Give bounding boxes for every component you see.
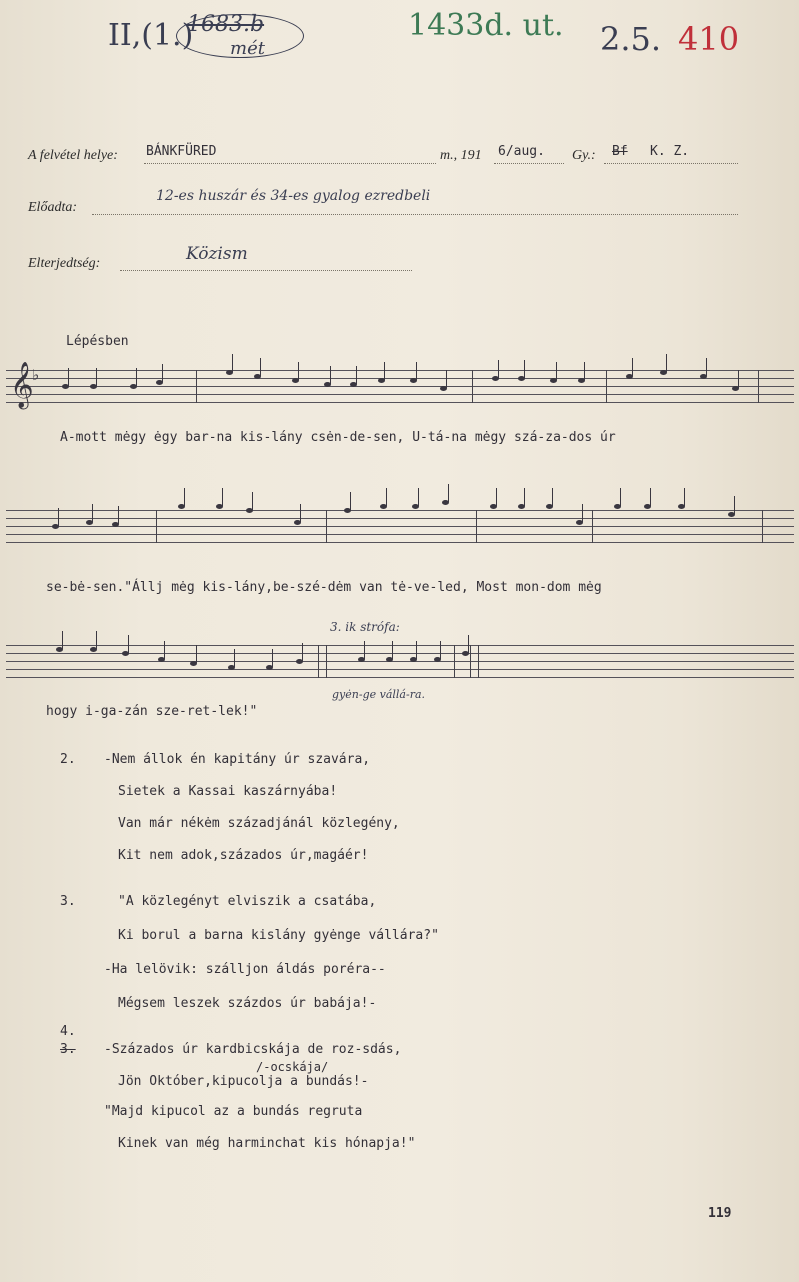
bar-line: [196, 370, 197, 403]
bar-line: [476, 510, 477, 543]
distribution-label: Elterjedtség:: [28, 256, 101, 271]
stanza-3-line-1: "A közlegényt elviszik a csatába,: [118, 894, 377, 909]
crossed-number-oval: [176, 14, 304, 58]
performer-label: Előadta:: [28, 200, 77, 215]
note-stem: [524, 360, 525, 378]
note-stem: [416, 362, 417, 380]
note-stem: [232, 354, 233, 372]
bar-line: [762, 510, 763, 543]
note-stem: [468, 635, 469, 653]
note-stem: [184, 488, 185, 506]
note-stem: [196, 645, 197, 663]
bar-line: [758, 370, 759, 403]
note-stem: [734, 496, 735, 514]
note-stem: [302, 643, 303, 661]
note-stem: [620, 488, 621, 506]
stanza-2-line-1: -Nem állok én kapitány úr szavára,: [104, 752, 371, 767]
note-stem: [448, 484, 449, 502]
note-stem: [128, 635, 129, 653]
note-stem: [684, 488, 685, 506]
stanza-4-number: 4.: [60, 1024, 76, 1039]
bar-line: [472, 370, 473, 403]
note-stem: [252, 492, 253, 510]
bar-line: [326, 510, 327, 543]
bar-line: [478, 645, 479, 678]
treble-clef-icon: 𝄞: [10, 362, 34, 408]
bar-line: [156, 510, 157, 543]
collector-crossed: Bf: [612, 144, 628, 159]
note-stem: [164, 641, 165, 659]
bar-line: [592, 510, 593, 543]
bar-line: [454, 645, 455, 678]
performer-value: 12-es huszár és 34-es gyalog ezredbeli: [156, 188, 431, 204]
archive-number-left: II,(1.): [108, 18, 194, 53]
crossed-archive-number-sub: mét: [230, 38, 265, 59]
bar-line: [326, 645, 327, 678]
note-stem: [632, 358, 633, 376]
note-stem: [364, 641, 365, 659]
note-stem: [418, 488, 419, 506]
distribution-value: Közism: [186, 244, 248, 264]
note-stem: [556, 362, 557, 380]
collector-dotline: [604, 163, 738, 164]
archive-number-green: 1433d. ut.: [408, 8, 564, 43]
music-staff-3: [6, 645, 794, 677]
lyrics-line-1: A-mott mėgy ėgy bar-na kis-lány csėn-de-sen, U-tá-na mėgy szá-za-dos úr: [60, 430, 616, 445]
place-dotline: [144, 163, 436, 164]
note-stem: [234, 649, 235, 667]
note-stem: [118, 506, 119, 524]
note-stem: [222, 488, 223, 506]
note-stem: [584, 362, 585, 380]
stanza-2-line-2: Sietek a Kassai kaszárnyába!: [118, 784, 338, 799]
note-stem: [58, 508, 59, 526]
note-stem: [386, 488, 387, 506]
stanza-4-number-crossed: 3.: [60, 1042, 76, 1057]
note-stem: [666, 354, 667, 372]
stanza-4-insertion: /-ocskája/: [256, 1060, 329, 1074]
stanza-4-line-2: Jön Október,kipucolja a bundás!-: [118, 1074, 369, 1089]
archive-number-right: 2.5.: [600, 20, 662, 58]
note-stem: [62, 631, 63, 649]
tempo-marking: Lépésben: [66, 334, 129, 349]
note-stem: [524, 488, 525, 506]
note-stem: [162, 364, 163, 382]
municipality-label: m., 191: [440, 148, 482, 163]
music-staff-2: [6, 510, 794, 542]
date-dotline: [494, 163, 564, 164]
stanza-3-line-4: Mégsem leszek százdos úr babája!-: [118, 996, 377, 1011]
note-stem: [260, 358, 261, 376]
note-stem: [392, 641, 393, 659]
note-stem: [582, 504, 583, 522]
note-stem: [552, 488, 553, 506]
stanza-3-line-2: Ki borul a barna kislány gyėnge vállára?": [118, 928, 439, 943]
stanza-4-line-1: -Százados úr kardbicskája de roz-sdás,: [104, 1042, 402, 1057]
stanza-2-line-4: Kit nem adok,százados úr,magáér!: [118, 848, 369, 863]
bar-line: [318, 645, 319, 678]
note-stem: [498, 360, 499, 378]
note-stem: [440, 641, 441, 659]
lyrics-line-3: hogy i-ga-zán sze-ret-lek!": [46, 704, 258, 719]
variant-lyric-note: gyėn-ge vállá-ra.: [332, 688, 426, 701]
stanza-4-line-4: Kinek van még harminchat kis hónapja!": [118, 1136, 416, 1151]
date-value: 6/aug.: [498, 144, 545, 159]
note-stem: [300, 504, 301, 522]
place-label: A felvétel helye:: [28, 148, 118, 163]
note-stem: [650, 488, 651, 506]
place-value: BÁNKFÜRED: [146, 144, 217, 159]
note-stem: [68, 368, 69, 386]
distribution-dotline: [120, 270, 412, 271]
archive-number-red: 410: [678, 20, 740, 58]
note-stem: [706, 358, 707, 376]
stanza-4-line-3: "Majd kipucol az a bundás regruta: [104, 1104, 363, 1119]
note-stem: [416, 641, 417, 659]
crossed-archive-number: 1683.b: [187, 12, 265, 37]
stanza-3-line-3: -Ha lelövik: szálljon áldás poréra--: [104, 962, 386, 977]
bar-line: [606, 370, 607, 403]
note-stem: [446, 370, 447, 388]
note-stem: [298, 362, 299, 380]
note-stem: [350, 492, 351, 510]
note-stem: [92, 504, 93, 522]
note-stem: [136, 368, 137, 386]
note-stem: [330, 366, 331, 384]
music-staff-1: [6, 370, 794, 402]
note-stem: [384, 362, 385, 380]
note-stem: [96, 368, 97, 386]
collector-label: Gy.:: [572, 148, 596, 163]
note-stem: [738, 370, 739, 388]
note-stem: [356, 366, 357, 384]
lyrics-line-2: se-bė-sen."Állj mėg kis-lány,be-szé-dėm van tė-ve-led, Most mon-dom mėg: [46, 580, 602, 595]
stanza-note: 3. ik strófa:: [330, 620, 400, 634]
note-stem: [272, 649, 273, 667]
page-number: 119: [708, 1206, 732, 1221]
collector-value: K. Z.: [650, 144, 690, 159]
note-stem: [496, 488, 497, 506]
stanza-2-line-3: Van már nékėm századjánál közlegény,: [118, 816, 400, 831]
bar-line: [470, 645, 471, 678]
note-stem: [96, 631, 97, 649]
stanza-3-number: 3.: [60, 894, 76, 909]
performer-dotline: [92, 214, 738, 215]
key-signature-flat: ♭: [32, 366, 40, 384]
stanza-2-number: 2.: [60, 752, 76, 767]
